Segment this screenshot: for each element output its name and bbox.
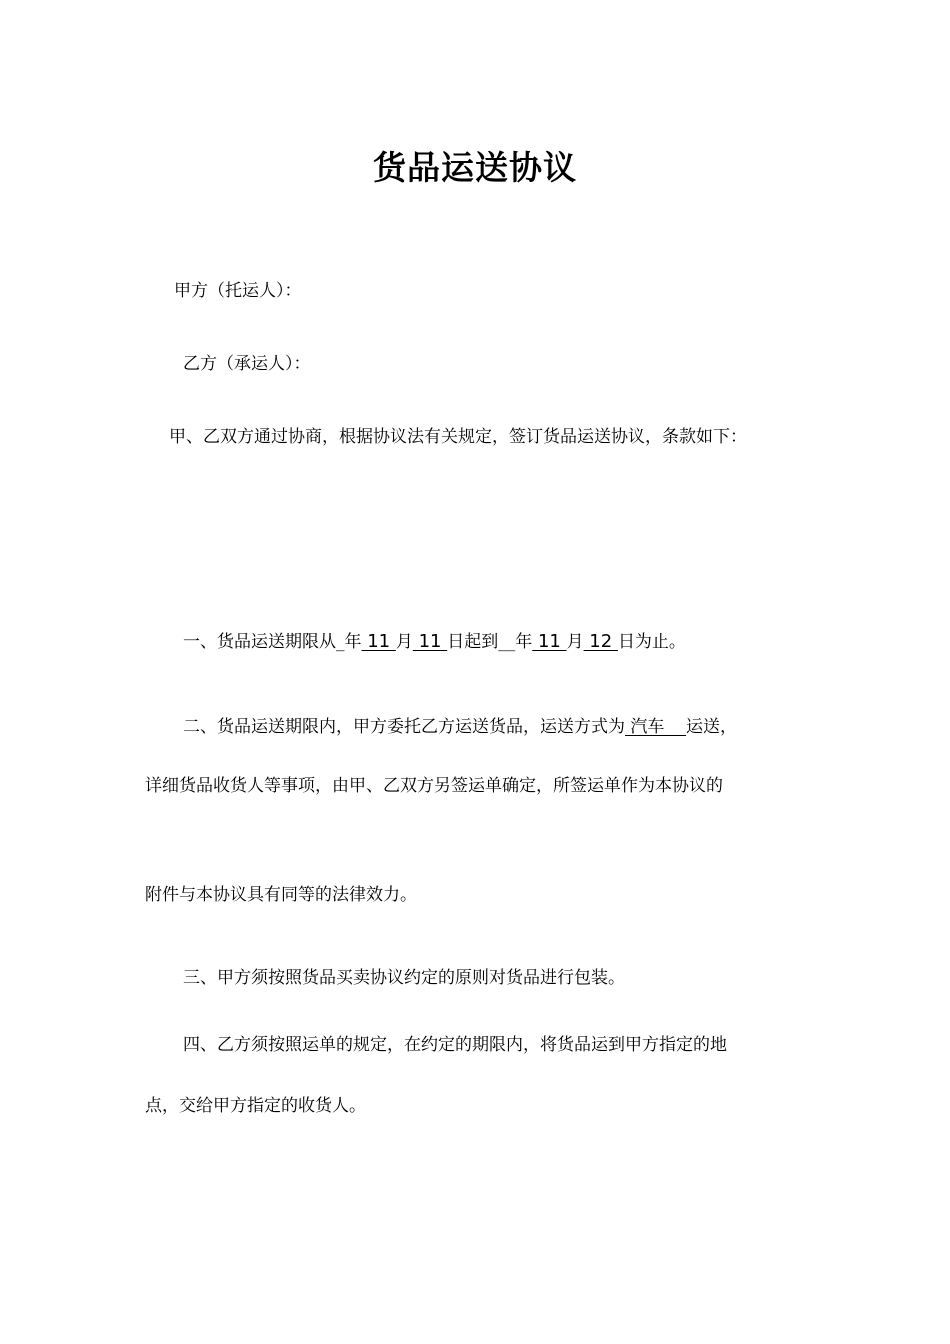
document-title: 货品运送协议 bbox=[373, 148, 577, 187]
clause-2-suffix: 运送， bbox=[686, 717, 738, 737]
clause-2-prefix: 二、货品运送期限内，甲方委托乙方运送货品，运送方式为 bbox=[183, 717, 625, 737]
party-b-label: 乙方（承运人）： bbox=[183, 354, 311, 374]
clause-2-line-1 bbox=[183, 715, 737, 739]
clause-1-prefix: 一、货品运送期限从 bbox=[183, 632, 336, 652]
clause-4-line-1: 四、乙方须按照运单的规定，在约定的期限内，将货品运到甲方指定的地 bbox=[183, 1035, 727, 1055]
clause-2-line-2: 详细货品收货人等事项，由甲、乙双方另签运单确定，所签运单作为本协议的 bbox=[145, 776, 723, 796]
start-month-value: 11 bbox=[361, 631, 396, 652]
month-word-1: 月 bbox=[395, 632, 413, 652]
clause-1 bbox=[183, 630, 686, 654]
intro-paragraph: 甲、乙双方通过协商，根据协议法有关规定，签订货品运送协议，条款如下： bbox=[169, 427, 747, 447]
clause-1-mid: 日起到 bbox=[447, 632, 499, 652]
year-word-1: 年 bbox=[344, 632, 362, 652]
month-word-2: 月 bbox=[566, 632, 584, 652]
clause-3: 三、甲方须按照货品买卖协议约定的原则对货品进行包装。 bbox=[183, 968, 625, 988]
end-day-value: 12 bbox=[583, 631, 618, 652]
year-word-2: 年 bbox=[515, 632, 533, 652]
clause-2-line-3: 附件与本协议具有同等的法律效力。 bbox=[145, 885, 417, 905]
party-a-label: 甲方（托运人）： bbox=[174, 281, 302, 301]
end-year-blank: __ bbox=[498, 632, 516, 652]
start-year-blank: _ bbox=[336, 632, 345, 652]
end-month-value: 11 bbox=[532, 631, 567, 652]
clause-4-line-2: 点，交给甲方指定的收货人。 bbox=[145, 1096, 366, 1116]
start-day-value: 11 bbox=[412, 631, 448, 652]
clause-1-suffix: 日为止。 bbox=[617, 632, 686, 652]
transport-mode-value: 汽车 bbox=[625, 717, 687, 737]
